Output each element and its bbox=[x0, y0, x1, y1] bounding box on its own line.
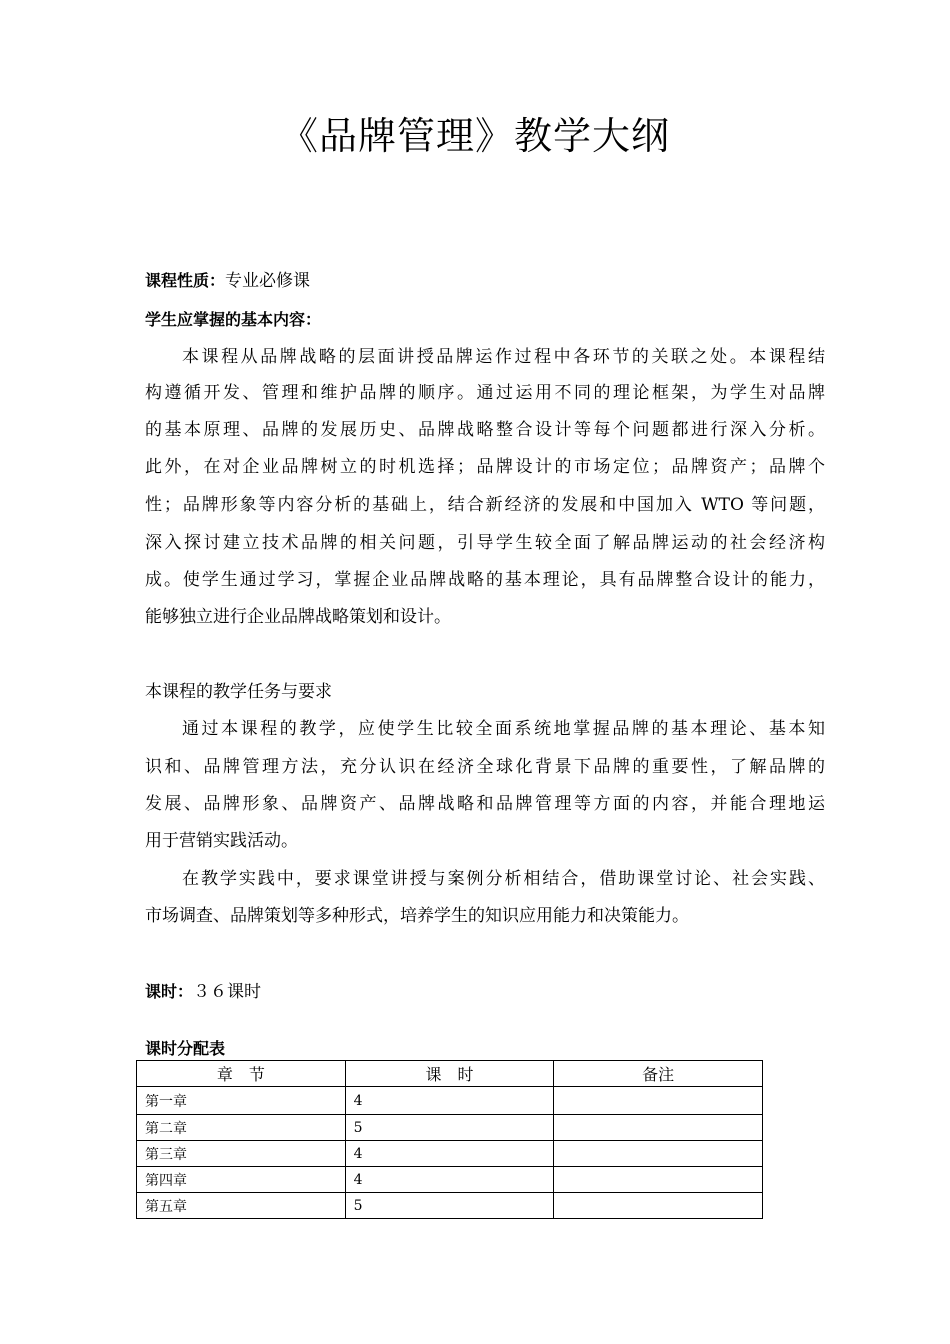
basics-line-8: 能够独立进行企业品牌战略策划和设计。 bbox=[145, 607, 451, 627]
cell-chapter: 第四章 bbox=[137, 1167, 346, 1193]
cell-hours: 4 bbox=[345, 1167, 554, 1193]
tasks-p1-line-4: 用于营销实践活动。 bbox=[145, 831, 298, 851]
hours-allocation-table bbox=[136, 1060, 763, 1219]
header-chapter: 章 节 bbox=[137, 1061, 346, 1087]
course-nature-label: 课程性质： bbox=[145, 271, 226, 290]
cell-chapter: 第三章 bbox=[137, 1141, 346, 1167]
basics-line-6: 深入探讨建立技术品牌的相关问题，引导学生较全面了解品牌运动的社会经济构 bbox=[145, 533, 825, 553]
basics-line-4: 此外，在对企业品牌树立的时机选择；品牌设计的市场定位；品牌资产；品牌个 bbox=[145, 457, 825, 477]
cell-chapter: 第五章 bbox=[137, 1193, 346, 1219]
cell-chapter: 第一章 bbox=[137, 1087, 346, 1115]
course-nature-value: 专业必修课 bbox=[225, 271, 311, 291]
basics-line-5: 性；品牌形象等内容分析的基础上，结合新经济的发展和中国加入 WTO 等问题， bbox=[145, 495, 825, 515]
tasks-heading: 本课程的教学任务与要求 bbox=[145, 682, 332, 702]
cell-note bbox=[554, 1167, 763, 1193]
cell-note bbox=[554, 1141, 763, 1167]
cell-hours: 4 bbox=[345, 1141, 554, 1167]
basics-line-3: 的基本原理、品牌的发展历史、品牌战略整合设计等每个问题都进行深入分析。 bbox=[145, 420, 825, 440]
cell-note bbox=[554, 1115, 763, 1141]
tasks-p1-line-3: 发展、品牌形象、品牌资产、品牌战略和品牌管理等方面的内容，并能合理地运 bbox=[145, 794, 825, 814]
table-caption: 课时分配表 bbox=[145, 1039, 226, 1058]
tasks-p2-line-1: 在教学实践中，要求课堂讲授与案例分析相结合，借助课堂讨论、社会实践、 bbox=[182, 869, 825, 889]
table-row bbox=[137, 1087, 763, 1115]
basics-heading: 学生应掌握的基本内容： bbox=[145, 310, 322, 329]
table-row bbox=[137, 1193, 763, 1219]
table-row bbox=[137, 1167, 763, 1193]
table-row bbox=[137, 1141, 763, 1167]
cell-note bbox=[554, 1087, 763, 1115]
header-note: 备注 bbox=[554, 1061, 763, 1087]
cell-note bbox=[554, 1193, 763, 1219]
cell-hours: 5 bbox=[345, 1115, 554, 1141]
basics-line-1: 本课程从品牌战略的层面讲授品牌运作过程中各环节的关联之处。本课程结 bbox=[182, 347, 825, 367]
course-nature bbox=[145, 270, 825, 292]
tasks-p1-line-1: 通过本课程的教学，应使学生比较全面系统地掌握品牌的基本理论、基本知 bbox=[182, 719, 825, 739]
cell-hours: 5 bbox=[345, 1193, 554, 1219]
tasks-p2-line-2: 市场调查、品牌策划等多种形式，培养学生的知识应用能力和决策能力。 bbox=[145, 906, 689, 926]
table-row bbox=[137, 1115, 763, 1141]
table-header-row bbox=[137, 1061, 763, 1087]
basics-line-2: 构遵循开发、管理和维护品牌的顺序。通过运用不同的理论框架，为学生对品牌 bbox=[145, 383, 825, 403]
cell-chapter: 第二章 bbox=[137, 1115, 346, 1141]
course-hours-value: ３６课时 bbox=[193, 982, 262, 1002]
course-hours-label: 课时： bbox=[145, 982, 194, 1001]
header-hours: 课 时 bbox=[345, 1061, 554, 1087]
course-hours bbox=[145, 981, 825, 1003]
tasks-p1-line-2: 识和、品牌管理方法，充分认识在经济全球化背景下品牌的重要性，了解品牌的 bbox=[145, 757, 825, 777]
cell-hours: 4 bbox=[345, 1087, 554, 1115]
basics-line-7: 成。使学生通过学习，掌握企业品牌战略的基本理论，具有品牌整合设计的能力， bbox=[145, 570, 825, 590]
page-title: 《品牌管理》教学大纲 bbox=[279, 114, 670, 158]
